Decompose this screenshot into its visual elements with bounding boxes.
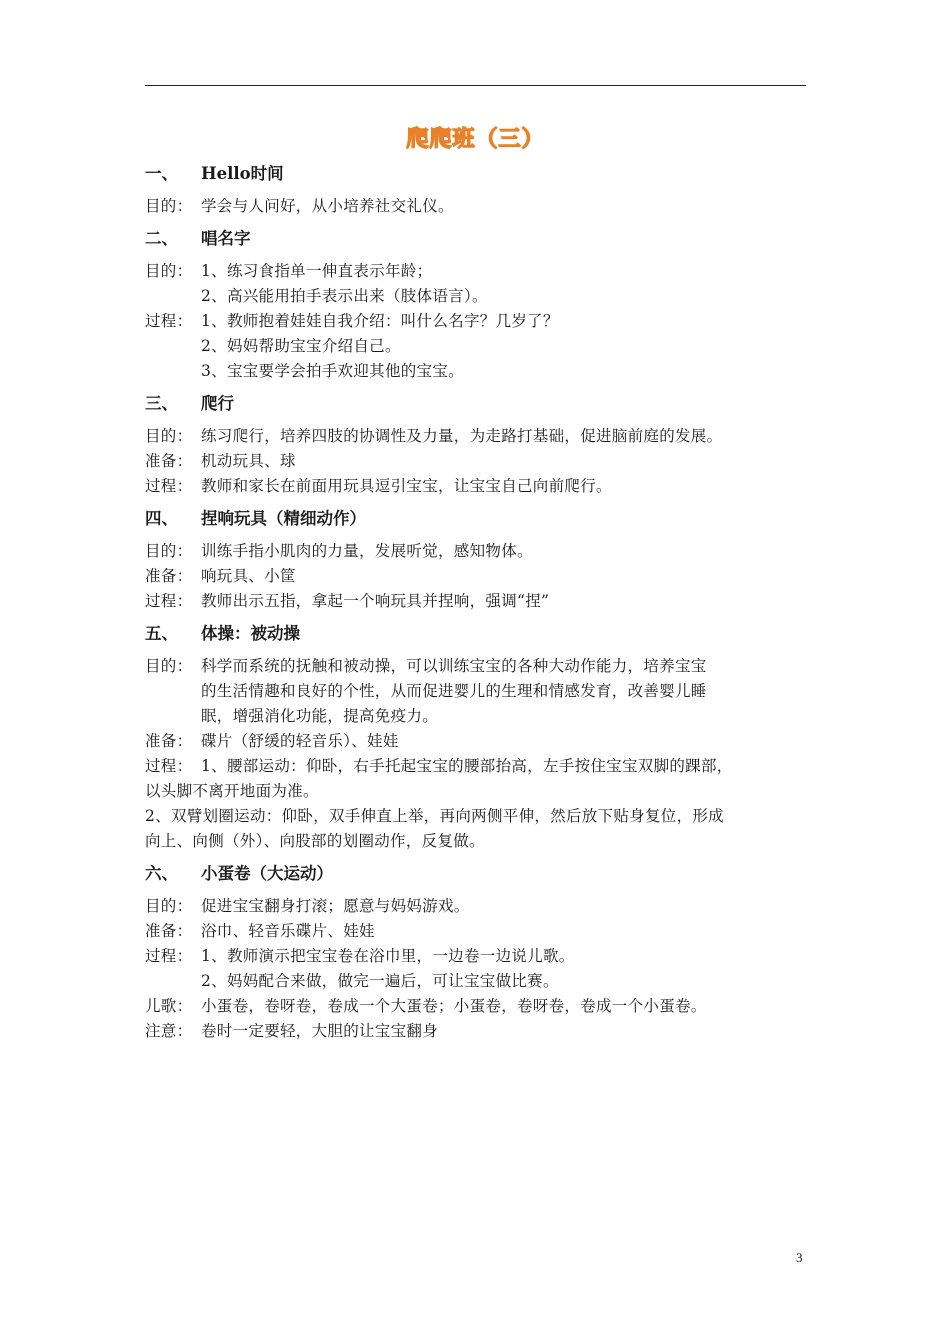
section-number: 一、 [145,164,178,183]
section-heading [145,622,808,646]
line-label: 过程： [145,757,193,775]
line-label: 目的： [145,897,193,915]
line-text: 学会与人问好，从小培养社交礼仪。 [201,197,454,215]
text-line [145,474,808,499]
line-text: 练习爬行，培养四肢的协调性及力量，为走路打基础，促进脑前庭的发展。 [201,427,723,445]
line-label: 准备： [145,567,193,585]
line-text: 机动玩具、球 [201,452,296,470]
section-title: Hello时间 [201,164,284,183]
line-label: 目的： [145,427,193,445]
section-number: 三、 [145,394,178,413]
line-text: 3、宝宝要学会拍手欢迎其他的宝宝。 [201,362,464,380]
section-heading [145,507,808,531]
text-line [145,704,808,729]
line-text: 1、教师抱着娃娃自我介绍：叫什么名字？几岁了？ [201,312,559,330]
line-text: 以头脚不离开地面为准。 [145,782,319,800]
text-line [145,309,808,334]
section-title: 体操：被动操 [201,624,300,643]
line-label: 准备： [145,922,193,940]
line-label: 过程： [145,477,193,495]
line-text: 响玩具、小筐 [201,567,296,585]
line-text: 教师和家长在前面用玩具逗引宝宝，让宝宝自己向前爬行。 [201,477,612,495]
line-text: 1、腰部运动：仰卧，右手托起宝宝的腰部抬高，左手按住宝宝双脚的踝部， [201,757,733,775]
text-line [145,679,808,704]
line-label: 目的： [145,262,193,280]
text-line [145,589,808,614]
section-number: 五、 [145,624,178,643]
text-line [145,1019,808,1044]
line-text: 1、练习食指单一伸直表示年龄； [201,262,433,280]
line-label: 过程： [145,947,193,965]
line-label: 过程： [145,592,193,610]
text-line [145,804,808,829]
page-number: 3 [796,1250,803,1265]
text-line [145,284,808,309]
section-title: 捏响玩具（精细动作） [201,509,366,528]
text-line [145,894,808,919]
line-text: 卷时一定要轻，大胆的让宝宝翻身 [201,1022,439,1040]
line-text: 眠，增强消化功能，提高免疫力。 [201,707,439,725]
text-line [145,259,808,284]
text-line [145,449,808,474]
line-label: 目的： [145,542,193,560]
text-line [145,334,808,359]
line-label: 注意： [145,1022,193,1040]
text-line [145,729,808,754]
header-rule [145,85,806,86]
line-text: 1、教师演示把宝宝卷在浴巾里，一边卷一边说儿歌。 [201,947,575,965]
section-number: 二、 [145,229,178,248]
line-text: 浴巾、轻音乐碟片、娃娃 [201,922,375,940]
page-title: 爬爬班（三） [406,127,545,152]
section-number: 六、 [145,864,178,883]
text-line [145,969,808,994]
document-body [145,160,808,1044]
text-line [145,944,808,969]
text-line [145,359,808,384]
line-text: 2、妈妈帮助宝宝介绍自己。 [201,337,401,355]
text-line [145,564,808,589]
section-title: 爬行 [201,394,234,413]
section-number: 四、 [145,509,178,528]
text-line [145,994,808,1019]
text-line [145,919,808,944]
text-line [145,829,808,854]
text-line [145,424,808,449]
line-label: 目的： [145,657,193,675]
line-label: 儿歌： [145,997,193,1015]
section-heading [145,862,808,886]
section-heading [145,227,808,251]
line-text: 碟片（舒缓的轻音乐）、娃娃 [201,732,399,750]
line-label: 过程： [145,312,193,330]
section-title: 小蛋卷（大运动） [201,864,333,883]
text-line [145,754,808,779]
section-title: 唱名字 [201,229,251,248]
line-label: 准备： [145,452,193,470]
line-text: 科学而系统的抚触和被动操，可以训练宝宝的各种大动作能力，培养宝宝 [201,657,707,675]
line-label: 准备： [145,732,193,750]
line-label: 目的： [145,197,193,215]
section-heading [145,392,808,416]
line-text: 2、高兴能用拍手表示出来（肢体语言）。 [201,287,488,305]
line-text: 2、双臂划圈运动：仰卧，双手伸直上举，再向两侧平伸，然后放下贴身复位，形成 [145,807,724,825]
line-text: 的生活情趣和良好的个性，从而促进婴儿的生理和情感发育，改善婴儿睡 [201,682,707,700]
line-text: 小蛋卷，卷呀卷，卷成一个大蛋卷；小蛋卷，卷呀卷，卷成一个小蛋卷。 [201,997,707,1015]
text-line [145,194,808,219]
line-text: 训练手指小肌肉的力量，发展听觉，感知物体。 [201,542,533,560]
text-line [145,539,808,564]
line-text: 2、妈妈配合来做，做完一遍后，可让宝宝做比赛。 [201,972,559,990]
section-heading [145,162,808,186]
line-text: 向上、向侧（外）、向股部的划圈动作，反复做。 [145,832,485,850]
text-line [145,779,808,804]
line-text: 促进宝宝翻身打滚；愿意与妈妈游戏。 [201,897,470,915]
line-text: 教师出示五指，拿起一个响玩具并捏响，强调“捏” [201,592,550,610]
text-line [145,654,808,679]
